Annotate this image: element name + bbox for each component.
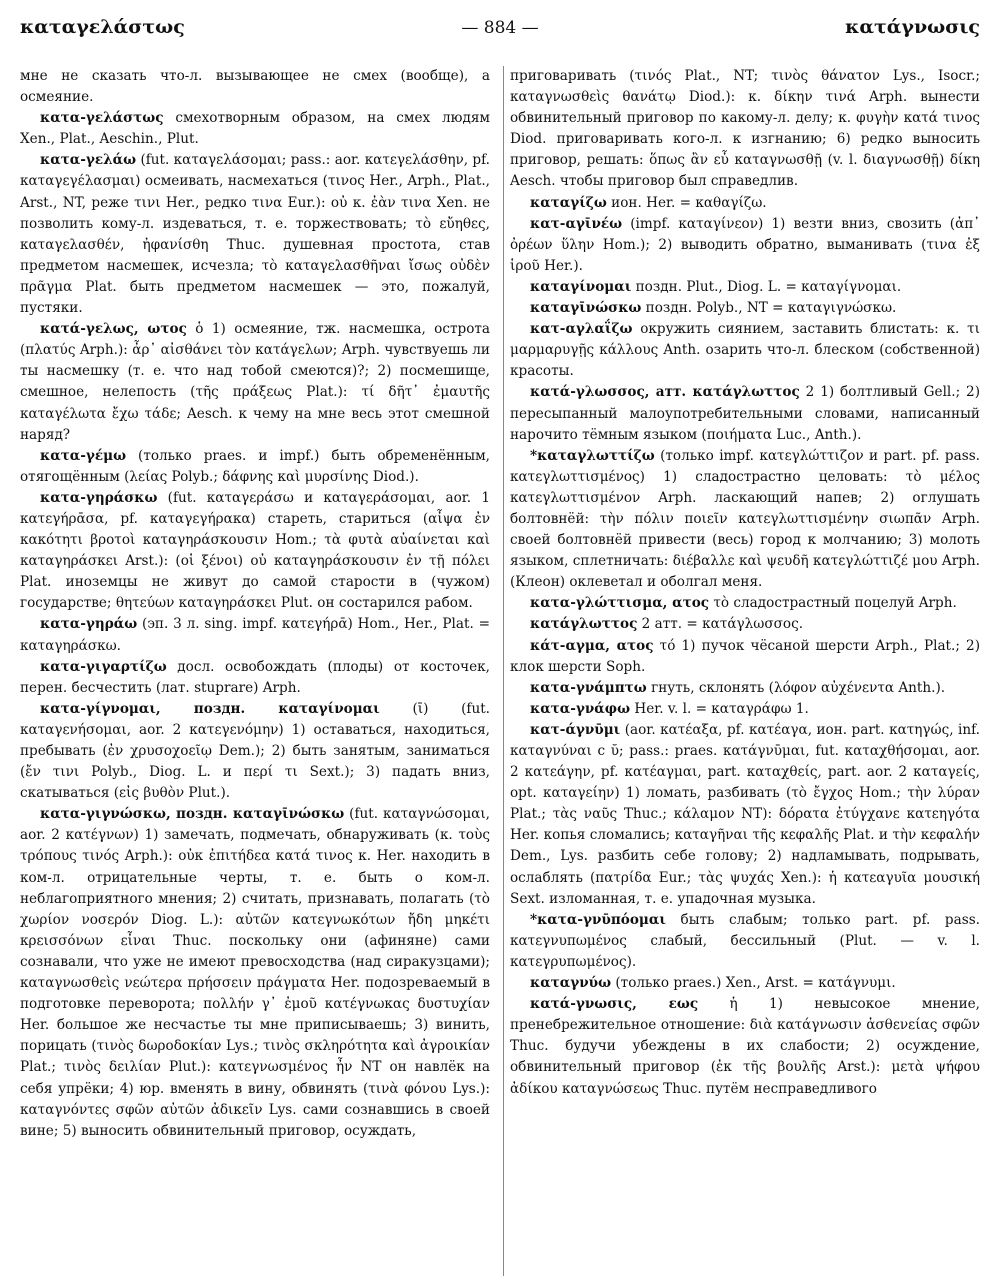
entry-definition: поздн. Polyb., NT = καταγιγνώσκω. xyxy=(645,300,897,317)
entry-headword: καταγνύω xyxy=(530,975,612,992)
entry-definition: 2 атт. = κατάγλωσσος. xyxy=(641,616,804,633)
dictionary-entry xyxy=(510,277,980,298)
entry-definition: (ῑ) (fut. καταγενήσομαι, aor. 2 κατεγενόμην) 1) оставаться, находиться, пребывать (ἐν χρυσοχοεῖῳ Dem.); 2) быть занятым, заниматься (ἔν τινι Polyb., Diog. L. и περί τι Sext.); 3) падать вниз, скатываться (εἰς βυθὸν Plut.). xyxy=(20,700,490,802)
dictionary-entry xyxy=(510,720,980,910)
dictionary-entry xyxy=(20,657,490,699)
entry-definition: τὸ сладострастный поцелуй Arph. xyxy=(713,595,957,612)
entry-headword: κατα-γνάμπτω xyxy=(530,679,647,696)
entry-definition: гнуть, склонять (λόφον αὐχένεντα Anth.). xyxy=(651,679,946,696)
entry-headword: κατ-άγνῡμι xyxy=(530,721,621,738)
entry-headword: κατα-γίγνομαι, поздн. καταγίνομαι xyxy=(40,700,380,717)
dictionary-entry xyxy=(510,66,980,193)
dictionary-entry xyxy=(510,593,980,614)
page-number: — 884 — xyxy=(461,18,539,38)
dictionary-entry xyxy=(20,488,490,615)
entry-headword: κατα-γελάω xyxy=(40,152,137,169)
entry-headword: κατα-γνάφω xyxy=(530,700,631,717)
entry-headword: κατα-γηράσκω xyxy=(40,489,158,506)
entry-definition: (fut. καταγελάσομαι; pass.: aor. κατεγελάσθην, pf. καταγεγέλασμαι) осмеивать, насмехаться (τινος Her., Arph., Plat., Arst., NT, реже τινι Her., редко τινα Eur.): οὐ κ. ἐὰν τινα Xen. не позволить кому-л. издеваться, т. е. торжествовать; τὸ εὔηθες, καταγελασθέν, ἠφανίσθη Thuc. душевная простота, став предметом насмешек, исчезла; τὸ καταγελασθῆναι ἴσως οὐδὲν πρᾶγμα Plat. быть предметом насмешек — это, пожалуй, пустяки. xyxy=(20,152,490,317)
dictionary-entry xyxy=(510,973,980,994)
entry-definition: (fut. καταγεράσω и καταγεράσομαι, aor. 1 κατεγήρᾱσα, pf. καταγεγήρακα) стареть, стариться (αἶψα ἐν κακότητι βροτοὶ καταγηράσκουσιν Hom.; τὰ φυτὰ αὐαίνεται καὶ καταγηράσκει Arst.): (οἱ ξένοι) οὐ καταγηράσκουσιν ἐν τῇ πόλει Plat. иноземцы не живут до самой старости в (чужом) государстве; θητεύων καταγηράσκει Plut. он состарился рабом. xyxy=(20,489,490,612)
running-head-left: καταγελάστως xyxy=(20,16,185,38)
entry-headword: κατα-γλώττισμα, ατος xyxy=(530,595,710,612)
entry-headword: καταγῑνώσκω xyxy=(530,300,642,317)
dictionary-entry xyxy=(20,66,490,108)
entry-headword: καταγίζω xyxy=(530,194,607,211)
column-divider xyxy=(503,66,504,1276)
entry-definition: досл. освобождать (плоды) от косточек, перен. бесчестить (лат. stuprare) Arph. xyxy=(20,658,490,696)
left-column xyxy=(20,66,490,1142)
entry-definition: (только impf. κατεγλώττιζον и part. pf. pass. κατεγλωττισμένος) 1) сладострастно целовать: τὸ μέλος κατεγλωττισμένον Arph. ласкающий напев; 2) оглушать болтовнёй: τὴν πόλιν ποιεῖν κατεγλωττισμένην σιωπᾶν Arph. своей болтовнёй привести (весь) город к молчанию; 3) молоть языком, сплетничать: διέβαλλε καὶ ψευδῆ κατεγλώττιζέ μου Arph. (Клеон) оклеветал и оболгал меня. xyxy=(510,447,980,591)
dictionary-entry xyxy=(510,994,980,1099)
entry-definition: (эп. 3 л. sing. impf. κατεγήρᾱ) Hom., Her., Plat. = καταγηράσκω. xyxy=(20,616,490,654)
dictionary-entry xyxy=(510,636,980,678)
entry-headword: κατα-γέμω xyxy=(40,447,127,464)
dictionary-entry xyxy=(20,319,490,446)
entry-headword: κατα-γιγαρτίζω xyxy=(40,658,167,675)
entry-headword: κατα-γηράω xyxy=(40,616,138,633)
dictionary-entry xyxy=(510,214,980,277)
entry-headword: καταγίνομαι xyxy=(530,278,632,295)
entry-definition: 2 1) болтливый Gell.; 2) пересыпанный малоупотребительными словами, написанный нарочито тёмным языком (ποιήματα Luc., Anth.). xyxy=(510,384,980,443)
entry-definition: (aor. κατέαξα, pf. κατέαγα, ион. part. κατηγώς, inf. καταγνύναι с ῠ; pass.: praes. κατάγνῡμαι, fut. καταχθήσομαι, aor. 2 κατεάγην, pf. κατέαγμαι, part. καταχθείς, part. aor. 2 καταγείς, opt. καταγείην) 1) ломать, разбивать (τὸ ἔγχος Hom.; τὴν λύραν Plat.; τὰς ναῦς Thuc.; κάλαμον NT): δόρατα ἐτύγχανε κατεηγότα Her. копья сломались; καταγῆναι τῆς κεφαλῆς Plat. и τὴν κεφαλήν Dem., Lys. разбить себе голову; 2) надламывать, подрывать, ослаблять (πατρίδα Eur.; τὰς ψυχάς Xen.): ἡ κατεαγυῖα μουσική Sext. изломанная, т. е. упадочная музыка. xyxy=(510,721,980,907)
entry-definition: смехотворным образом, на смех людям Xen., Plat., Aeschin., Plut. xyxy=(20,110,490,148)
right-column xyxy=(510,66,980,1100)
dictionary-entry xyxy=(510,699,980,720)
entry-definition: ὁ 1) осмеяние, тж. насмешка, острота (πλατύς Arph.): ἆρ᾽ αἰσθάνει τὸν κατάγελων; Arph. чувствуешь ли ты насмешку (т. е. что над тобой смеются)?; 2) посмешище, смешное, нелепость (τῆς πράξεως Plat.): τί δῆτ᾽ ἐμαυτῆς καταγέλωτα ἔχω τάδε; Aesch. к чему на мне весь этот смешной наряд? xyxy=(20,321,491,443)
entry-definition: быть слабым; только part. pf. pass. κατεγνυπωμένος слабый, бессильный (Plut. — v. l. κατεγρυπωμένος). xyxy=(510,911,981,970)
entry-definition: ион. Her. = καθαγίζω. xyxy=(611,194,767,211)
dictionary-entry xyxy=(20,699,490,804)
dictionary-entry xyxy=(20,108,490,150)
dictionary-entry xyxy=(510,678,980,699)
entry-headword: κατα-γελάστως xyxy=(40,110,164,127)
running-head-right: κατάγνωσις xyxy=(845,16,980,38)
dictionary-body xyxy=(20,66,980,1276)
entry-headword: κατ-αγλαΐζω xyxy=(530,321,633,338)
dictionary-entry xyxy=(20,614,490,656)
entry-definition: мне не сказать что-л. вызывающее не смех (вообще), а осмеяние. xyxy=(20,68,490,106)
entry-definition: (только praes.) Xen., Arst. = κατάγνυμι. xyxy=(615,975,896,992)
dictionary-entry xyxy=(510,382,980,445)
entry-headword: *κατα-γνῡπόομαι xyxy=(530,911,666,928)
entry-headword: κατά-γνωσις, εως xyxy=(530,996,699,1013)
entry-headword: κατα-γιγνώσκω, поздн. καταγῑνώσκω xyxy=(40,806,345,823)
entry-headword: κατά-γελως, ωτος xyxy=(40,321,187,338)
entry-definition: поздн. Plut., Diog. L. = καταγίγνομαι. xyxy=(635,278,902,295)
page-header xyxy=(20,10,980,46)
dictionary-entry xyxy=(20,150,490,319)
dictionary-entry xyxy=(20,804,490,1142)
dictionary-entry xyxy=(510,193,980,214)
entry-definition: Her. v. l. = καταγράφω 1. xyxy=(634,700,809,717)
entry-definition: (fut. καταγνώσομαι, aor. 2 κατέγνων) 1) замечать, подмечать, обнаруживать (κ. τοὺς τρόπους τινός Arph.): οὐκ ἐπιτήδεα κατά τινος κ. Her. находить в ком-л. отрицательные черты, т. е. быть о ком-л. неблагоприятного мнения; 2) считать, признавать, полагать (τὸ χωρίον νοσερόν Diog. L.): αὐτῶν κατεγνωκότων ἤδη μηκέτι κρεισσόνων εἶναι Thuc. поскольку они (афиняне) сами сознавали, что уже не имеют превосходства (над сиракузцами); καταγνωσθεὶς νεώτερα πρήσσειν πράγματα Her. подозреваемый в подготовке переворота; πολλήν γ᾽ ἐμοῦ κατέγνωκας δυστυχίαν Her. большое же несчастье ты мне приписываешь; 3) винить, порицать (τινὸς δωροδοκίαν Lys.; τινὸς σκληρότητα καὶ ἀγροικίαν Plat.; τινὸς δειλίαν Plut.): κατεγνωσμένος ἦν NT он навлёк на себя упрёки; 4) юр. вменять в вину, обвинять (τινὰ φόνου Lys.): καταγνόντες σφῶν αὐτῶν ἀδικεῖν Lys. сами сознавшись в своей вине; 5) выносить обвинительный приговор, осуждать, xyxy=(20,806,490,1139)
dictionary-entry xyxy=(510,319,980,382)
dictionary-entry xyxy=(510,910,980,973)
entry-headword: κατ-αγῑνέω xyxy=(530,215,623,232)
dictionary-entry xyxy=(20,446,490,488)
entry-definition: приговаривать (τινός Plat., NT; τινὸς θάνατον Lys., Isocr.; καταγνωσθεὶς θανάτῳ Diod.): κ. δίκην τινά Arph. вынести обвинительный приговор по какому-л. делу; κ. φυγὴν κατά τινος Diod. приговаривать кого-л. к изгнанию; 6) редко выносить приговор, решать: ὅπως ἂν εὖ καταγνωσθῇ (v. l. διαγνωσθῇ) δίκη Aesch. чтобы приговор был справедлив. xyxy=(510,68,980,190)
entry-definition: τό 1) пучок чёсаной шерсти Arph., Plat.; 2) клок шерсти Soph. xyxy=(510,637,980,675)
entry-headword: κατάγλωττος xyxy=(530,616,638,633)
entry-definition: ἡ 1) невысокое мнение, пренебрежительное отношение: διὰ κατάγνωσιν ἀσθενείας σφῶν Thuc. будучи убеждены в их слабости; 2) осуждение, обвинительный приговор (ἐκ τῆς βουλῆς Arst.): μετὰ ψήφου ἀδίκου καταγνώσεως Thuc. путём несправедливого xyxy=(510,996,980,1097)
entry-definition: (impf. καταγίνεον) 1) везти вниз, свозить (ἀπ᾽ ὀρέων ὕλην Hom.); 2) выводить обратно, выманивать (τινα ἐξ ἱροῦ Her.). xyxy=(510,215,981,274)
entry-definition: (только praes. и impf.) быть обременённым, отягощённым (λείας Polyb.; δάφνης καὶ μυρσίνης Diod.). xyxy=(20,447,491,485)
entry-headword: *καταγλωττίζω xyxy=(530,447,655,464)
dictionary-entry xyxy=(510,298,980,319)
dictionary-entry xyxy=(510,614,980,635)
entry-headword: κάτ-αγμα, ατος xyxy=(530,637,654,654)
dictionary-entry xyxy=(510,446,980,594)
entry-headword: κατά-γλωσσος, атт. κατάγλωττος xyxy=(530,384,800,401)
entry-definition: окружить сиянием, заставить блистать: κ. τι μαρμαρυγῇς κάλλους Anth. озарить что-л. блеском (собственной) красоты. xyxy=(510,321,980,380)
